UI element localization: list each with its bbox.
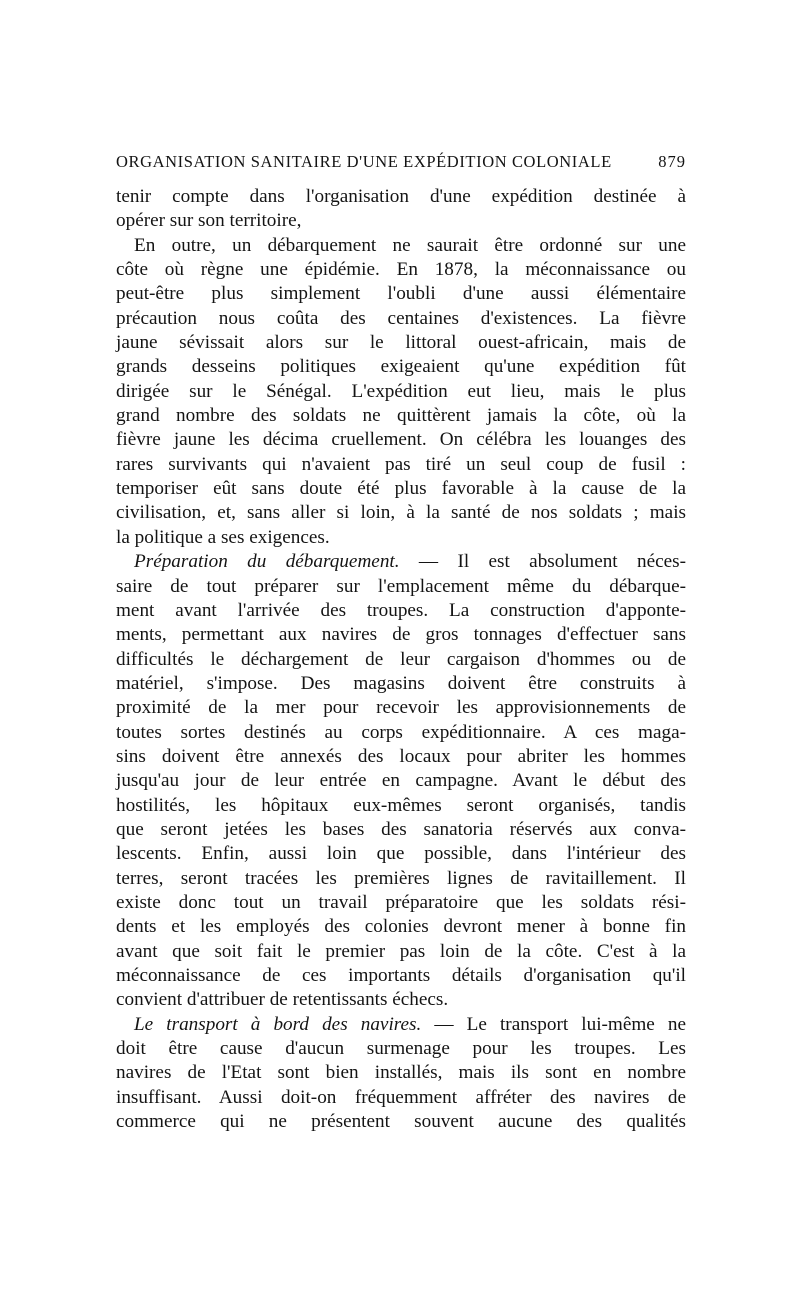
text-line: doit être cause d'aucun surmenage pour les troupes. Les [116,1038,686,1060]
text-line: difficultés le déchargement de leur cargaison d'hommes ou de [116,648,686,670]
body-text [116,185,686,1134]
text-line: convient d'attribuer de retentissants échecs. [116,989,449,1011]
text-line: insuffisant. Aussi doit-on fréquemment affréter des navires de [116,1086,686,1108]
page-number: 879 [658,152,686,171]
text-line: rares survivants qui n'avaient pas tiré un seul coup de fusil : [116,453,686,475]
text-line: terres, seront tracées les premières lignes de ravitaillement. Il [116,867,686,889]
text-line: navires de l'Etat sont bien installés, mais ils sont en nombre [116,1062,686,1084]
section-heading: Préparation du débarquement. [134,551,400,573]
text-line: fièvre jaune les décima cruellement. On célébra les louanges des [116,429,686,451]
text-line: lescents. Enfin, aussi loin que possible, dans l'intérieur des [116,843,686,865]
text-line: existe donc tout un travail préparatoire que les soldats rési- [116,891,686,913]
text-line: hostilités, les hôpitaux eux-mêmes seront organisés, tandis [116,794,686,816]
text-line [116,1013,686,1037]
text-line: matériel, s'impose. Des magasins doivent être construits à [116,672,686,694]
text-line: jaune sévissait alors sur le littoral ouest-africain, mais de [116,332,686,354]
text-line: tenir compte dans l'organisation d'une expédition destinée à [116,186,686,207]
text-line: dents et les employés des colonies devront mener à bonne fin [116,916,686,938]
text-line: saire de tout préparer sur l'emplacement même du débarque- [116,575,686,597]
text-line: ment avant l'arrivée des troupes. La construction d'apponte- [116,599,686,621]
text-line: précaution nous coûta des centaines d'existences. La fièvre [116,307,686,329]
running-title: ORGANISATION SANITAIRE D'UNE EXPÉDITION COLONIALE [116,152,612,171]
text-line: temporiser eût sans doute été plus favorable à la cause de la [116,478,686,500]
running-head [116,150,686,174]
text-line: côte où règne une épidémie. En 1878, la méconnaissance ou [116,259,686,281]
heading-continuation: — Il est absolument néces- [399,551,686,573]
text-line: toutes sortes destinés au corps expéditionnaire. A ces maga- [116,721,686,743]
text-line: proximité de la mer pour recevoir les approvisionnements de [116,697,686,719]
text-line: opérer sur son territoire, [116,210,302,232]
text-line: dirigée sur le Sénégal. L'expédition eut lieu, mais le plus [116,380,686,402]
text-line: sins doivent être annexés des locaux pour abriter les hommes [116,745,686,767]
text-line: En outre, un débarquement ne saurait être ordonné sur une [134,234,686,256]
text-line: la politique a ses exigences. [116,526,330,548]
text-line: grand nombre des soldats ne quittèrent jamais la côte, où la [116,405,686,427]
text-line: commerce qui ne présentent souvent aucune des qualités [116,1111,686,1133]
text-line: avant que soit fait le premier pas loin de la côte. C'est à la [116,940,686,962]
text-line: que seront jetées les bases des sanatoria réservés aux conva- [116,818,686,840]
text-line: civilisation, et, sans aller si loin, à la santé de nos soldats ; mais [116,502,686,524]
text-line: grands desseins politiques exigeaient qu'une expédition fût [116,356,686,378]
text-line: méconnaissance de ces importants détails d'organisation qu'il [116,965,686,986]
section-heading: Le transport à bord des navires. [134,1013,422,1035]
text-line: ments, permettant aux navires de gros tonnages d'effectuer sans [116,624,686,646]
text-line: peut-être plus simplement l'oubli d'une aussi élémentaire [116,283,686,305]
heading-continuation: — Le transport lui-même ne [421,1013,686,1035]
text-line [116,550,686,574]
text-line: jusqu'au jour de leur entrée en campagne. Avant le début des [116,770,686,792]
